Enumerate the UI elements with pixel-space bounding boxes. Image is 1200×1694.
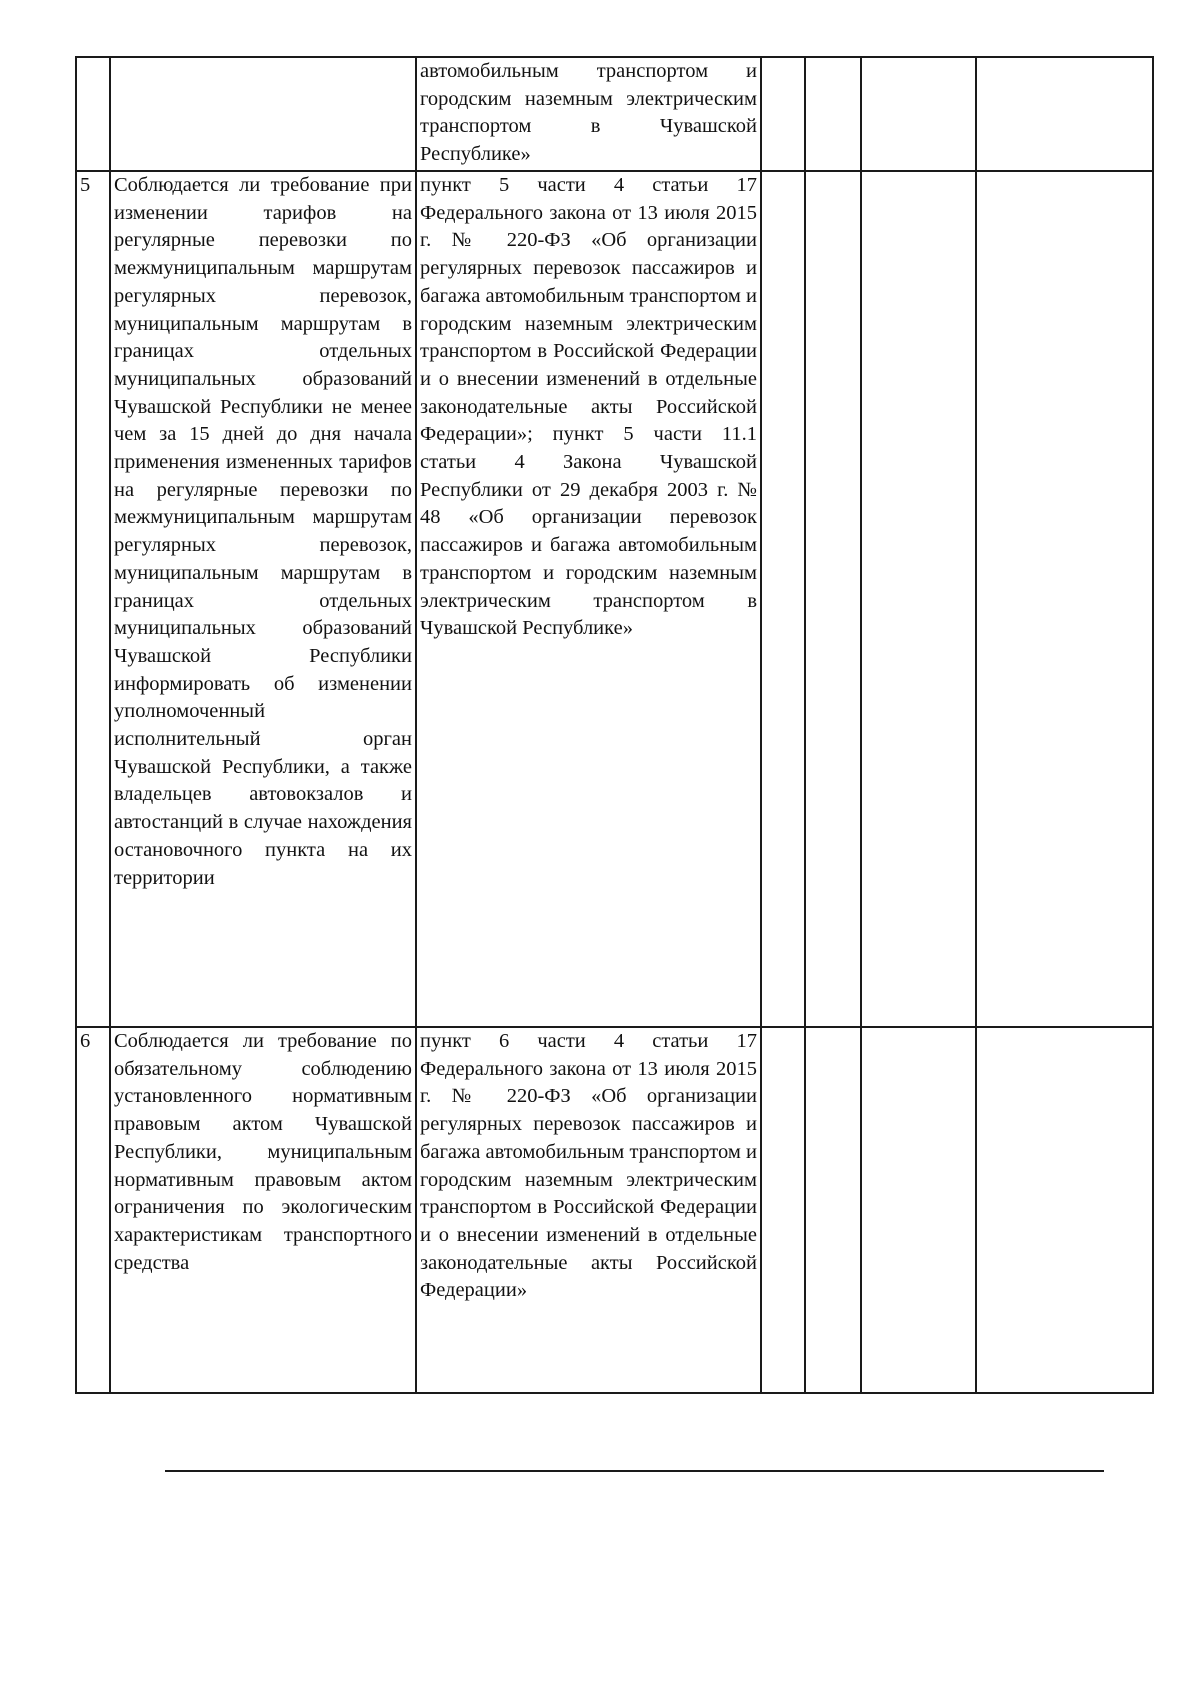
- requirement-cell: Соблюдается ли требование по обязательному соблюдению установленного нормативным правовым актом Чувашской Республики, муниципальным нормативным правовым актом ограничения по экологическим характеристикам транспортного средства: [110, 1027, 416, 1393]
- note-cell[interactable]: [976, 57, 1153, 171]
- checklist-table: [75, 56, 1154, 1394]
- note-cell[interactable]: [976, 171, 1153, 1027]
- row-number: 5: [76, 171, 110, 1027]
- table-row: [76, 1027, 1153, 1393]
- table-row: [76, 57, 1153, 171]
- not-applicable-cell[interactable]: [861, 1027, 976, 1393]
- answer-no-cell[interactable]: [805, 171, 861, 1027]
- requirement-cell: Соблюдается ли требование при изменении тарифов на регулярные перевозки по межмуниципальным маршрутам регулярных перевозок, муниципальным маршрутам в границах отдельных муниципальных образований Чувашской Республики не менее чем за 15 дней до дня начала применения измененных тарифов на регулярные перевозки по межмуниципальным маршрутам регулярных перевозок, муниципальным маршрутам в границах отдельных муниципальных образований Чувашской Республики информировать об изменении уполномоченный исполнительный орган Чувашской Республики, а также владельцев автовокзалов и автостанций в случае нахождения остановочного пункта на их территории: [110, 171, 416, 1027]
- requirement-cell: [110, 57, 416, 171]
- row-number: 6: [76, 1027, 110, 1393]
- legal-basis-cell: пункт 5 части 4 статьи 17 Федерального закона от 13 июля 2015 г. № 220-ФЗ «Об организации регулярных перевозок пассажиров и багажа автомобильным транспортом и городским наземным электрическим транспортом в Российской Федерации и о внесении изменений в отдельные законодательные акты Российской Федерации»; пункт 5 части 11.1 статьи 4 Закона Чувашской Республики от 29 декабря 2003 г. № 48 «Об организации перевозок пассажиров и багажа автомобильным транспортом и городским наземным электрическим транспортом в Чувашской Республике»: [416, 171, 761, 1027]
- answer-yes-cell[interactable]: [761, 1027, 805, 1393]
- row-number: [76, 57, 110, 171]
- not-applicable-cell[interactable]: [861, 171, 976, 1027]
- answer-no-cell[interactable]: [805, 57, 861, 171]
- bottom-divider-line: [165, 1470, 1104, 1472]
- not-applicable-cell[interactable]: [861, 57, 976, 171]
- answer-no-cell[interactable]: [805, 1027, 861, 1393]
- note-cell[interactable]: [976, 1027, 1153, 1393]
- legal-basis-cell: пункт 6 части 4 статьи 17 Федерального закона от 13 июля 2015 г. № 220-ФЗ «Об организации регулярных перевозок пассажиров и багажа автомобильным транспортом и городским наземным электрическим транспортом в Российской Федерации и о внесении изменений в отдельные законодательные акты Российской Федерации»: [416, 1027, 761, 1393]
- legal-basis-cell: автомобильным транспортом и городским наземным электрическим транспортом в Чувашской Республике»: [416, 57, 761, 171]
- answer-yes-cell[interactable]: [761, 57, 805, 171]
- answer-yes-cell[interactable]: [761, 171, 805, 1027]
- table-row: [76, 171, 1153, 1027]
